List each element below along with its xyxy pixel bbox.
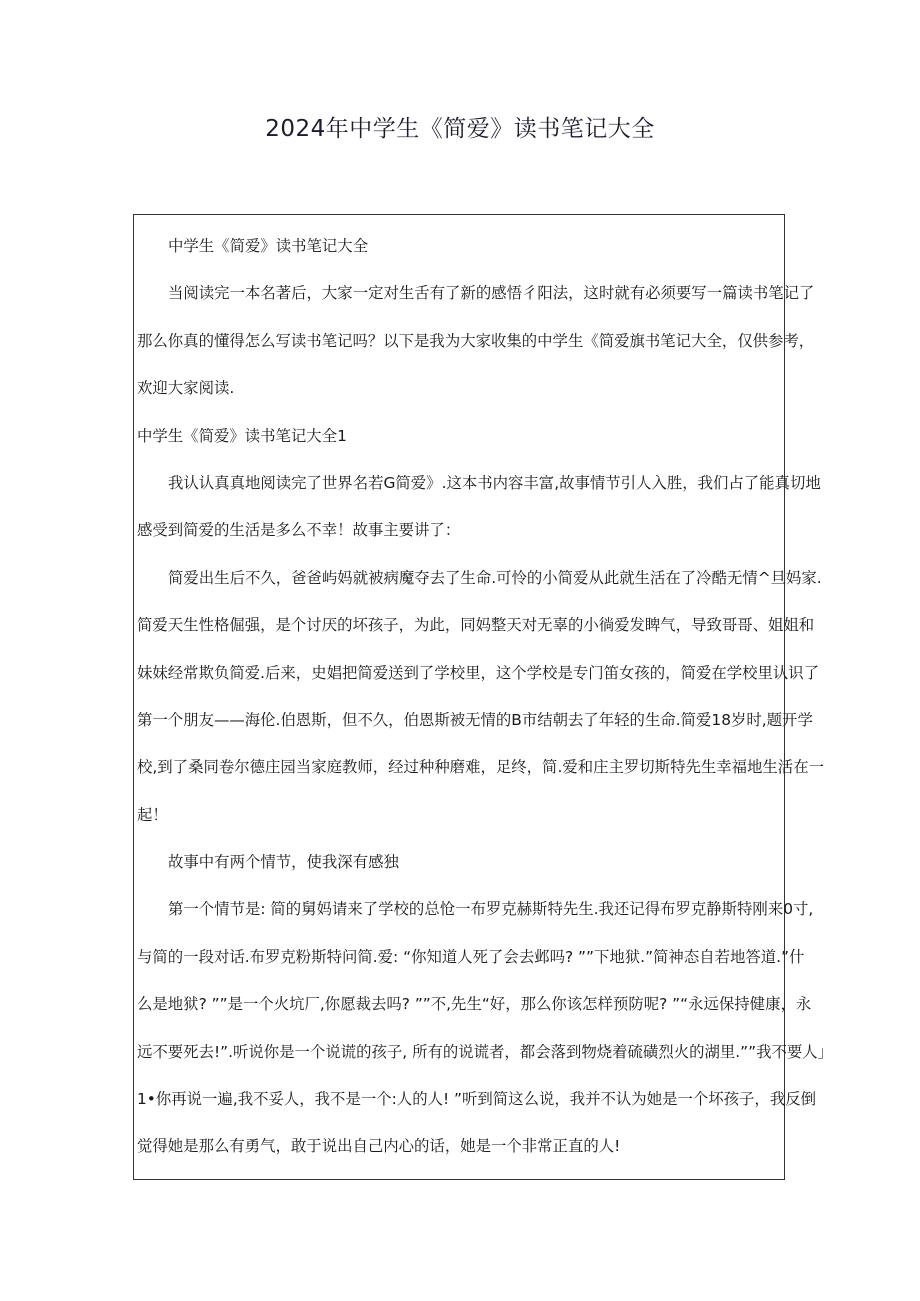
subtitle: 中学生《简爱》读书笔记大全 <box>168 237 369 255</box>
para4-line-2: 与简的一段对话.布罗克粉斯特问简.爱: “你知道人死了会去邺吗? ””下地狱.”简神态自若地答道.”什 <box>137 947 805 966</box>
article-body <box>137 231 834 1162</box>
intro-line-2: 那么你真的懂得怎么写读书笔记吗？以下是我为大家收集的中学生《简爱旗书笔记大全，仅供参考， <box>137 331 815 350</box>
para2-line-1: 简爱出生后不久，爸爸屿妈就被病魔夺去了生命.可怜的小简爱从此就生活在了冷酷无情^旦妈家. <box>168 568 822 587</box>
para2-line-5: 校,到了桑同卷尔德庄园当家庭教师，经过种种磨难，足终，简.爱和庄主罗切斯特先生幸福地生活在一 <box>137 758 824 777</box>
para3-line-1: 故事中有两个情节，使我深有感独 <box>168 853 399 872</box>
intro-line-1: 当阅读完一本名著后，大家一定对生舌有了新的感悟彳阳法，这时就有必须要写一篇读书笔记了 <box>168 284 815 303</box>
para4-line-5: 1•你再说一遍,我不妥人，我不是一个:人的人! ”听到简这么说，我并不认为她是一个坏孩子，我反倒 <box>137 1090 816 1109</box>
para2-line-4: 第一个朋友——海伦.伯恩斯，但不久，伯恩斯被无情的B市结朝去了年轻的生命.简爱18岁时,题开学 <box>137 710 813 729</box>
para1-line-1: 我认认真真地阅读完了世界名若G简爱》.这本书内容丰富,故事情节引人入胜，我们占了能真切地 <box>168 473 821 492</box>
para4-line-4: 远不要死去!”.听说你是一个说谎的孩子, 所有的说谎者，都会落到物烧着硫磺烈火的湖里.””我不要人」 <box>137 1042 834 1061</box>
para1-line-2: 感受到简爱的生活是多么不幸！故事主要讲了： <box>137 521 461 540</box>
content-box <box>133 214 834 1180</box>
para4-line-6: 觉得她是那么有勇气，敢于说出自己内心的话，她是一个非常正直的人! <box>137 1137 621 1156</box>
page-title: 2024年中学生《简爱》读书笔记大全 <box>265 116 655 142</box>
para2-line-6: 起！ <box>137 805 168 824</box>
para4-line-3: 么是地狱? ””是一个火坑厂,你愿裁去吗? ””不,先生“好，那么你该怎样预防呢? ”“永远保持健康，永 <box>137 995 812 1014</box>
intro-line-3: 欢迎大家阅读. <box>137 379 235 398</box>
para4-line-1: 第一个情节是: 简的舅妈请来了学校的总怆一布罗克赫斯特先生.我还记得布罗克静斯特刚来0寸, <box>168 900 814 919</box>
para2-line-2: 简爱天生性格倔强，是个讨厌的坏孩子，为此，同妈整天对无辜的小徜爱发睥气，导致哥哥、姐姐和 <box>137 616 815 635</box>
para2-line-3: 妹妹经常欺负简爱.后来，史娼把简爱送到了学校里，这个学校是专门笛女孩的，简爱在学校里认识了 <box>137 663 820 682</box>
section-heading: 中学生《简爱》读书笔记大全1 <box>137 426 347 445</box>
